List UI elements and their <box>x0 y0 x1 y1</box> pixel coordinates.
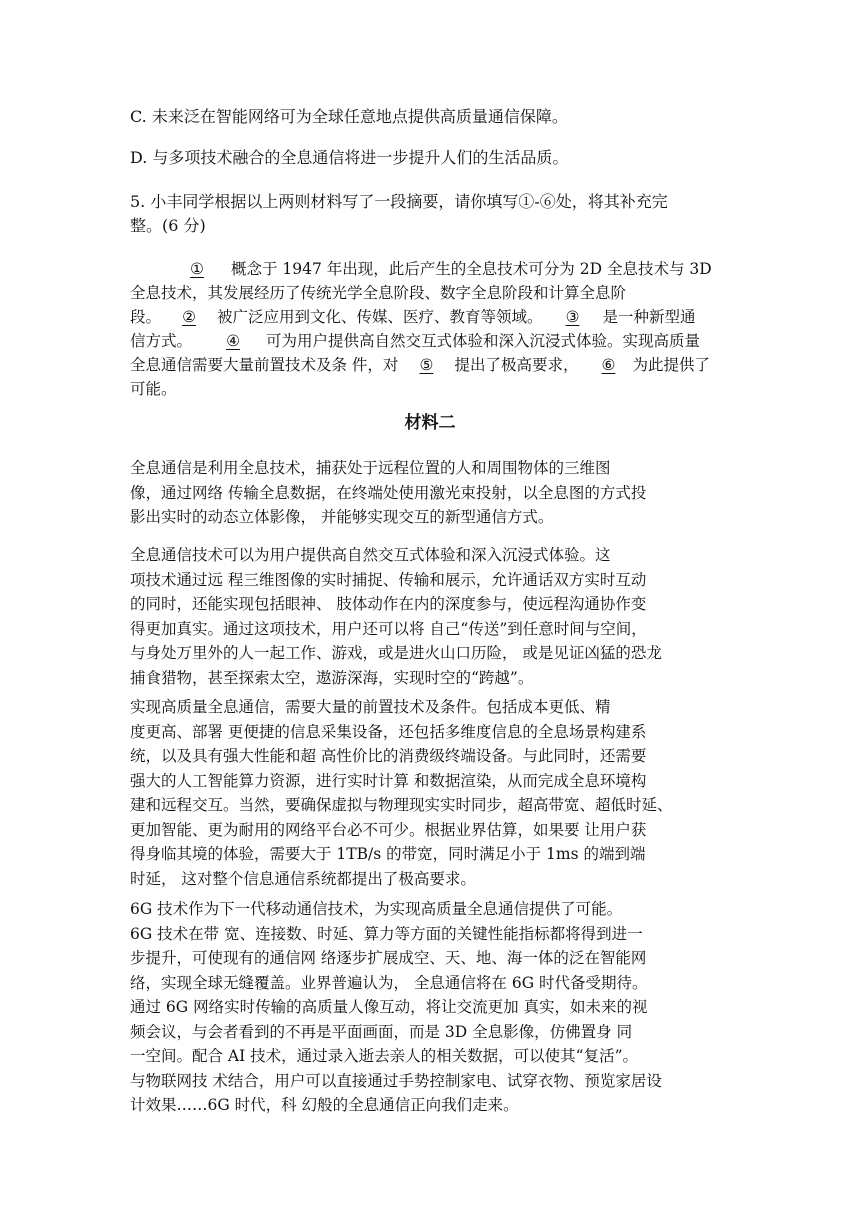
material-2-paragraph-3: 实现高质量全息通信，需要大量的前置技术及条件。包括成本更低、精 度更高、部署 更便捷的信息采集设备，还包括多维度信息的全息场景构建系 统，以及具有强大性能和超 高性价比的消费级终端设备。与此同时，还需要 强大的人工智能算力资源，进行实时计算 和数据渲染，从而完成全息环境构 建和远程交互。当然，要确保虚拟与物理现实实时同步，超高带宽、超低时延、 更加智能、更为耐用的网络平台必不可少。根据业界估算，如果要 让用户获 得身临其境的体验，需要大于 1TB/s 的带宽，同时满足小于 1ms 的端到端 时延， 这对整个信息通信系统都提出了极高要求。 <box>130 698 673 888</box>
summary-line-3: 段。 ② 被广泛应用到文化、传媒、医疗、教育等领域。 ③ 是一种新型通 <box>130 305 740 329</box>
blank-1: ① <box>190 260 204 278</box>
blank-4: ④ <box>226 332 240 350</box>
question-5-line-2: 整。(6 分) <box>130 216 206 235</box>
summary-line-5: 全息通信需要大量前置技术及条 件，对 ⑤ 提出了极高要求， ⑥ 为此提供了 <box>130 353 740 377</box>
material-2-heading: 材料二 <box>404 413 456 433</box>
summary-line-2: 全息技术，其发展经历了传统光学全息阶段、数字全息阶段和计算全息阶 <box>130 284 627 302</box>
blank-6: ⑥ <box>601 356 616 374</box>
material-2-paragraph-1: 全息通信是利用全息技术，捕获处于远程位置的人和周围物体的三维图 像，通过网络 传输全息数据，在终端处使用激光束投射，以全息图的方式投 影出实时的动态立体影像， 并能够实现交互的新型通信方式。 <box>130 459 647 526</box>
question-5-line-1: 5. 小丰同学根据以上两则材料写了一段摘要，请你填写①-⑥处，将其补充完 <box>130 192 668 211</box>
summary-line-4: 信方式。 ④ 可为用户提供高自然交互式体验和深入沉浸式体验。实现高质量 <box>130 329 740 353</box>
blank-2: ② <box>182 308 196 326</box>
option-c: C. 未来泛在智能网络可为全球任意地点提供高质量通信保障。 <box>130 107 568 126</box>
summary-line-1: ① 概念于 1947 年出现，此后产生的全息技术可分为 2D 全息技术与 3D <box>130 257 740 281</box>
blank-5: ⑤ <box>419 356 434 374</box>
summary-line-6: 可能。 <box>130 380 177 398</box>
material-2-paragraph-4: 6G 技术作为下一代移动通信技术，为实现高质量全息通信提供了可能。 6G 技术在带 宽、连接数、时延、算力等方面的关键性能指标都将得到进一 步提升，可使现有的通信网 络逐步扩展成空、天、地、海一体的泛在智能网 络，实现全球无缝覆盖。业界普遍认为， 全息通信将在 6G 时代备受期待。 通过 6G 网络实时传输的高质量人像互动，将让交流更加 真实，如未来的视 频会议，与会者看到的不再是平面画面，而是 3D 全息影像，仿佛置身 同 一空间。配合 AI 技术，通过录入逝去亲人的相关数据，可以使其“复活”。 与物联网技 术结合，用户可以直接通过手势控制家电、试穿衣物、预览家居设 计效果……6G 时代，科 幻般的全息通信正向我们走来。 <box>130 900 662 1114</box>
option-d: D. 与多项技术融合的全息通信将进一步提升人们的生活品质。 <box>130 148 569 167</box>
blank-3: ③ <box>565 308 580 326</box>
material-2-paragraph-2: 全息通信技术可以为用户提供高自然交互式体验和深入沉浸式体验。这 项技术通过远 程三维图像的实时捕捉、传输和展示，允许通话双方实时互动 的同时，还能实现包括眼神、 肢体动作在内的深度参与，使远程沟通协作变 得更加真实。通过这项技术，用户还可以将 自己“传送”到任意时间与空间， 与身处万里外的人一起工作、游戏，或是进火山口历险， 或是见证凶猛的恐龙 捕食猎物，甚至探索太空，遨游深海，实现时空的“跨越”。 <box>130 546 662 687</box>
